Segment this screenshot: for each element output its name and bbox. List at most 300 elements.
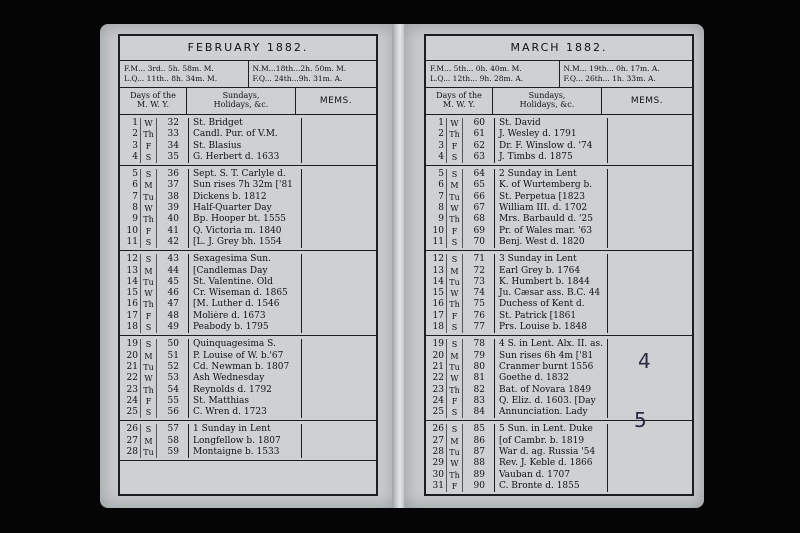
day-of-week: M [140,351,157,362]
day-of-month: 11 [432,236,444,247]
day-of-week: S [446,152,463,163]
day-row [120,424,376,435]
day-of-week: Th [446,299,463,310]
day-of-month: 23 [126,384,138,395]
day-of-year: 34 [167,140,179,151]
moon-phase-left: F.M... 3rd.. 5h. 58m. M. L.Q... 11th.. 8h. 34m. M. [124,64,218,83]
day-row [426,237,692,248]
day-of-week: S [446,254,463,265]
day-of-week: Th [140,214,157,225]
day-of-week: S [140,322,157,333]
day-note: Goethe d. 1832 [494,373,608,384]
day-of-week: Th [140,385,157,396]
day-of-year: 60 [473,118,485,128]
day-of-month: 10 [432,225,444,236]
day-note: Q. Victoria m. 1840 [188,226,302,237]
day-of-year: 37 [167,180,179,191]
day-note: St. Patrick [1861 [494,311,608,322]
day-of-week: W [446,288,463,299]
day-of-month: 22 [126,373,138,384]
day-note: 4 S. in Lent. Alx. II. as. [494,339,608,350]
day-of-month: 19 [432,339,444,350]
day-row [120,129,376,140]
day-of-year: 52 [167,361,179,372]
day-of-month: 15 [432,288,444,299]
day-of-month: 14 [126,276,138,287]
header-mems: MEMS. [630,96,664,106]
day-note: Bp. Hooper bt. 1555 [188,214,302,225]
day-row [426,192,692,203]
day-of-month: 30 [432,469,444,480]
moon-phase-right: N.M...18th...2h. 50m. M. F.Q... 24th...9h. 31m. A. [248,61,377,87]
day-note: 3 Sunday in Lent [494,254,608,265]
day-of-month: 1 [132,118,138,128]
day-note: [of Cambr. b. 1819 [494,436,608,447]
day-of-year: 70 [473,236,485,247]
day-of-week: Th [140,299,157,310]
day-of-year: 55 [167,395,179,406]
day-row [426,214,692,225]
day-row [120,385,376,396]
mems-space [302,118,376,129]
day-row [426,436,692,447]
day-of-week: Tu [446,447,463,458]
week-block [120,115,376,166]
day-of-month: 13 [126,265,138,276]
day-row [426,362,692,373]
mems-space [302,203,376,214]
mems-space [608,458,692,469]
mems-space [302,180,376,191]
day-of-year: 61 [473,129,485,140]
day-row [426,470,692,481]
mems-space [608,288,692,299]
day-of-year: 77 [473,322,485,333]
day-note: Rev. J. Keble d. 1866 [494,458,608,469]
february-frame [118,34,378,496]
day-row [426,447,692,458]
day-note: St. Perpetua [1823 [494,192,608,203]
day-note: Peabody b. 1795 [188,322,302,333]
day-row [120,254,376,265]
day-of-year: 88 [473,458,485,469]
day-row [120,311,376,322]
day-of-month: 25 [432,407,444,418]
mems-space [608,481,692,492]
day-of-month: 2 [438,129,444,140]
day-row [426,385,692,396]
day-row [426,141,692,152]
day-of-month: 7 [132,191,138,202]
day-of-month: 24 [126,395,138,406]
week-block [120,166,376,251]
day-of-year: 45 [167,276,179,287]
day-of-month: 12 [432,254,444,265]
mems-space [608,322,692,333]
mems-space [608,277,692,288]
mems-space [608,447,692,458]
day-of-year: 59 [167,447,179,458]
header-days: Days of the M. W. Y. [120,88,187,114]
day-of-month: 14 [432,276,444,287]
day-of-year: 69 [473,225,485,236]
moon-phase-left: F.M... 5th... 0h. 40m. M. L.Q... 12th... 9h. 28m. A. [430,64,524,83]
day-of-year: 38 [167,191,179,202]
day-row [120,180,376,191]
day-of-year: 80 [473,361,485,372]
mems-space [608,424,692,435]
day-note: Mrs. Barbauld d. '25 [494,214,608,225]
day-note: Earl Grey b. 1764 [494,266,608,277]
day-of-month: 6 [132,180,138,191]
day-of-year: 63 [473,151,485,162]
day-of-year: 33 [167,129,179,140]
day-of-week: S [140,254,157,265]
day-of-week: S [140,407,157,418]
mems-space [302,373,376,384]
mems-space [302,288,376,299]
day-of-year: 74 [473,288,485,299]
day-row [120,299,376,310]
day-row [120,266,376,277]
march-weeks [426,115,692,495]
day-of-week: M [446,436,463,447]
february-weeks [120,115,376,461]
day-of-year: 78 [473,339,485,350]
day-of-year: 53 [167,373,179,384]
day-of-year: 41 [167,225,179,236]
day-of-week: Th [446,385,463,396]
day-note: Ash Wednesday [188,373,302,384]
day-note: Montaigne b. 1533 [188,447,302,458]
day-of-month: 2 [132,129,138,140]
day-note: [L. J. Grey bh. 1554 [188,237,302,248]
day-row [426,299,692,310]
day-of-year: 42 [167,236,179,247]
day-row [120,407,376,418]
day-of-year: 83 [473,395,485,406]
day-of-year: 36 [167,169,179,180]
day-row [120,203,376,214]
day-of-year: 54 [167,384,179,395]
day-of-month: 26 [126,424,138,435]
day-of-month: 27 [432,435,444,446]
day-of-week: F [446,226,463,237]
mems-space [608,299,692,310]
mems-space [302,311,376,322]
day-of-week: S [140,339,157,350]
day-note: St. Bridget [188,118,302,129]
mems-space [302,447,376,458]
day-of-week: S [140,152,157,163]
mems-space [608,373,692,384]
day-of-month: 18 [432,322,444,333]
mems-space [302,192,376,203]
day-row [426,254,692,265]
day-of-year: 48 [167,310,179,321]
day-note: Reynolds d. 1792 [188,385,302,396]
day-of-year: 56 [167,407,179,418]
day-of-month: 15 [126,288,138,299]
day-row [120,118,376,129]
day-row [426,180,692,191]
day-note: 2 Sunday in Lent [494,169,608,180]
day-of-month: 23 [432,384,444,395]
day-of-week: W [140,288,157,299]
day-note: Benj. West d. 1820 [494,237,608,248]
day-of-year: 72 [473,265,485,276]
week-block [120,421,376,461]
day-of-week: M [140,180,157,191]
day-row [426,226,692,237]
mems-space [608,192,692,203]
mems-space [608,169,692,180]
day-of-month: 16 [126,299,138,310]
day-note: Sexagesima Sun. [188,254,302,265]
day-of-month: 9 [438,214,444,225]
day-row [120,277,376,288]
day-row [120,192,376,203]
day-note: G. Herbert d. 1633 [188,152,302,163]
day-of-year: 58 [167,435,179,446]
mems-space [608,180,692,191]
day-of-month: 4 [132,151,138,162]
day-row [120,141,376,152]
mems-space [302,152,376,163]
day-of-year: 76 [473,310,485,321]
day-of-month: 17 [432,310,444,321]
day-of-week: S [140,237,157,248]
day-row [120,226,376,237]
day-of-week: M [446,266,463,277]
day-of-year: 68 [473,214,485,225]
day-note: Ju. Cæsar ass. B.C. 44 [494,288,608,299]
day-of-week: F [140,141,157,152]
day-row [426,424,692,435]
day-of-month: 10 [126,225,138,236]
mems-space [302,226,376,237]
day-row [426,169,692,180]
day-note: St. Matthias [188,396,302,407]
day-of-week: Tu [140,277,157,288]
mems-space [608,266,692,277]
day-note: Sun rises 6h 4m ['81 [494,351,608,362]
day-of-week: Th [446,129,463,140]
day-of-year: 32 [167,118,179,128]
day-note: Dickens b. 1812 [188,192,302,203]
day-of-week: S [446,407,463,418]
day-of-year: 86 [473,435,485,446]
mems-space [608,407,692,418]
day-of-year: 64 [473,169,485,180]
day-of-month: 25 [126,407,138,418]
day-row [120,169,376,180]
day-row [120,322,376,333]
day-row [426,458,692,469]
day-row [120,351,376,362]
mems-space [608,141,692,152]
day-row [426,396,692,407]
day-of-month: 28 [126,447,138,458]
day-row [426,311,692,322]
day-row [120,436,376,447]
day-note: K. of Wurtemberg b. [494,180,608,191]
day-of-week: M [140,266,157,277]
day-of-year: 62 [473,140,485,151]
day-of-year: 90 [473,480,485,491]
day-row [120,237,376,248]
day-of-week: W [140,373,157,384]
february-page [100,24,396,508]
day-of-week: M [446,351,463,362]
mems-space [302,266,376,277]
day-of-month: 18 [126,322,138,333]
day-of-year: 46 [167,288,179,299]
day-row [120,447,376,458]
mems-space [608,396,692,407]
week-block [426,336,692,421]
day-of-month: 26 [432,424,444,435]
day-of-week: W [446,373,463,384]
mems-space [302,254,376,265]
header-sundays: Sundays, Holidays, &c. [493,88,602,114]
mems-space [302,362,376,373]
day-row [426,288,692,299]
day-of-week: S [446,339,463,350]
day-row [120,373,376,384]
day-of-month: 8 [438,203,444,214]
day-note: Quinquagesima S. [188,339,302,350]
day-of-week: M [446,180,463,191]
day-of-year: 35 [167,151,179,162]
day-row [426,407,692,418]
day-note: Sept. S. T. Carlyle d. [188,169,302,180]
day-note: Pr. of Wales mar. '63 [494,226,608,237]
day-note: Candl. Pur. of V.M. [188,129,302,140]
day-of-week: S [446,237,463,248]
mems-space [608,311,692,322]
day-note: Prs. Louise b. 1848 [494,322,608,333]
day-of-month: 21 [432,361,444,372]
day-of-year: 71 [473,254,485,265]
day-of-year: 49 [167,322,179,333]
day-note: K. Humbert b. 1844 [494,277,608,288]
day-note: Cd. Newman b. 1807 [188,362,302,373]
day-of-week: Tu [140,362,157,373]
day-row [120,339,376,350]
day-note: Annunciation. Lady [494,407,608,418]
day-of-month: 4 [438,151,444,162]
day-of-week: Tu [140,447,157,458]
day-note: C. Wren d. 1723 [188,407,302,418]
day-of-week: F [446,311,463,322]
column-headers [426,88,692,115]
day-of-year: 40 [167,214,179,225]
day-note: Half-Quarter Day [188,203,302,214]
mems-space [302,396,376,407]
day-of-year: 57 [167,424,179,435]
day-of-month: 24 [432,395,444,406]
day-of-week: F [140,396,157,407]
mems-space [302,299,376,310]
day-note: Duchess of Kent d. [494,299,608,310]
day-of-month: 16 [432,299,444,310]
day-of-month: 6 [438,180,444,191]
mems-space [608,237,692,248]
march-page [404,24,704,508]
day-of-year: 89 [473,469,485,480]
day-note: P. Louise of W. b.'67 [188,351,302,362]
mems-space [302,351,376,362]
day-of-month: 12 [126,254,138,265]
day-of-year: 44 [167,265,179,276]
day-of-week: S [446,424,463,435]
day-of-week: F [140,311,157,322]
day-row [426,481,692,492]
day-of-month: 20 [432,350,444,361]
week-block [120,251,376,336]
day-row [426,152,692,163]
mems-space [302,169,376,180]
day-note: Cr. Wiseman d. 1865 [188,288,302,299]
month-title: MARCH 1882. [426,36,692,61]
day-of-week: F [140,226,157,237]
mems-space [608,385,692,396]
day-of-week: S [446,322,463,333]
day-of-week: Tu [446,277,463,288]
mems-space [302,277,376,288]
day-of-month: 8 [132,203,138,214]
day-note: 1 Sunday in Lent [188,424,302,435]
day-of-week: F [446,481,463,492]
day-row [120,152,376,163]
day-of-month: 9 [132,214,138,225]
day-of-year: 87 [473,447,485,458]
mems-space [608,203,692,214]
day-of-year: 65 [473,180,485,191]
day-of-year: 39 [167,203,179,214]
day-of-year: 47 [167,299,179,310]
day-row [120,288,376,299]
day-row [426,339,692,350]
day-of-week: Th [140,129,157,140]
day-of-month: 3 [438,140,444,151]
mems-space [302,129,376,140]
day-note: St. Valentine. Old [188,277,302,288]
mems-space [302,385,376,396]
mems-space [608,118,692,129]
day-of-month: 5 [132,169,138,180]
day-note: J. Timbs d. 1875 [494,152,608,163]
day-note: Bat. of Novara 1849 [494,385,608,396]
day-note: Dr. F. Winslow d. '74 [494,141,608,152]
day-row [120,362,376,373]
mems-space [302,322,376,333]
day-of-week: W [140,203,157,214]
header-days: Days of the M. W. Y. [426,88,493,114]
day-of-week: Tu [446,362,463,373]
day-of-year: 84 [473,407,485,418]
day-note: St. David [494,118,608,129]
week-block [426,251,692,336]
day-note: Q. Eliz. d. 1603. [Day [494,396,608,407]
mems-space [608,436,692,447]
day-of-month: 20 [126,350,138,361]
mems-space [302,214,376,225]
day-of-week: Tu [140,192,157,203]
day-of-week: Th [446,214,463,225]
day-note: Longfellow b. 1807 [188,436,302,447]
